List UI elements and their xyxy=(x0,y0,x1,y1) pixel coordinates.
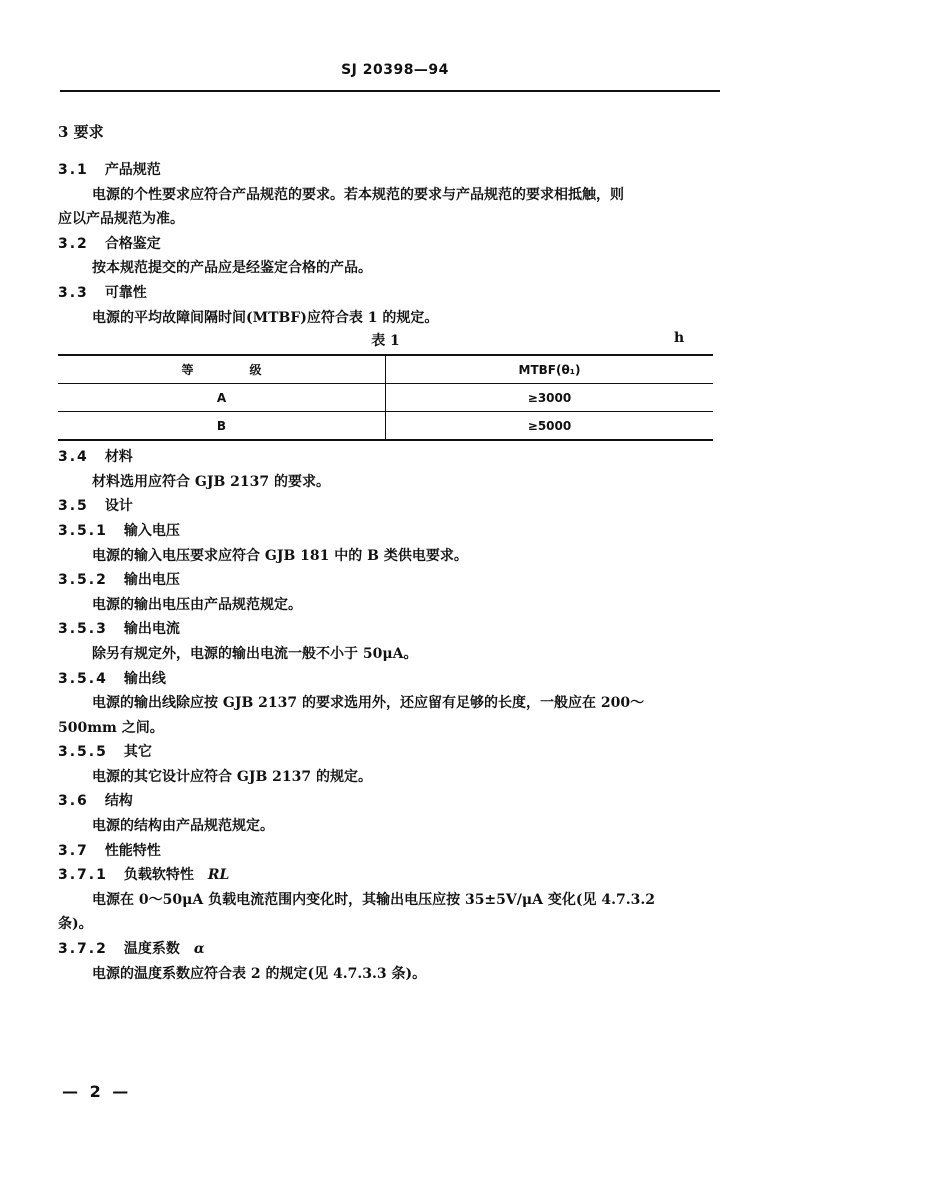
paragraph-3-5-4-line1: 电源的输出线除应按 GJB 2137 的要求选用外，还应留有足够的长度，一般应在 200～ xyxy=(92,695,645,712)
table-header-row xyxy=(58,355,713,384)
cell-grade: B xyxy=(58,412,386,441)
header-rule xyxy=(60,90,720,92)
paragraph-3-5-1: 电源的输入电压要求应符合 GJB 181 中的 B 类供电要求。 xyxy=(92,547,468,564)
symbol-rl: RL xyxy=(207,867,230,884)
heading-3-6: 3.6 结构 xyxy=(58,793,133,810)
section-title: 3 要求 xyxy=(58,123,104,141)
table-1 xyxy=(58,354,713,441)
heading-3-5-3: 3.5.3 输出电流 xyxy=(58,621,180,638)
cell-mtbf: ≥3000 xyxy=(527,390,572,405)
paragraph-3-7-1-line2: 条)。 xyxy=(58,916,93,933)
table-row xyxy=(58,412,713,441)
paragraph-3-7-1-line1: 电源在 0～50μA 负载电流范围内变化时，其输出电压应按 35±5V/μA 变化(见 4.7.3.2 xyxy=(92,891,655,908)
paragraph-3-5-5: 电源的其它设计应符合 GJB 2137 的规定。 xyxy=(92,768,372,785)
table-1-caption: 表 1 xyxy=(371,333,400,350)
heading-3-5-5: 3.5.5 其它 xyxy=(58,744,152,761)
paragraph-3-6: 电源的结构由产品规范规定。 xyxy=(92,818,274,835)
heading-3-2: 3.2 合格鉴定 xyxy=(58,235,161,252)
paragraph-3-1-line2: 应以产品规范为准。 xyxy=(58,211,184,228)
paragraph-3-3: 电源的平均故障间隔时间(MTBF)应符合表 1 的规定。 xyxy=(92,309,439,326)
heading-3-5: 3.5 设计 xyxy=(58,498,133,515)
standard-code: SJ 20398—94 xyxy=(341,62,449,78)
heading-3-7-1: 3.7.1 负载软特性 RL xyxy=(58,867,230,884)
symbol-alpha: α xyxy=(193,941,205,958)
heading-3-4: 3.4 材料 xyxy=(58,449,133,466)
table-1-unit: h xyxy=(674,330,685,347)
heading-3-5-1: 3.5.1 输入电压 xyxy=(58,522,180,539)
cell-grade: A xyxy=(58,384,386,412)
table-row xyxy=(58,384,713,412)
paragraph-3-2: 按本规范提交的产品应是经鉴定合格的产品。 xyxy=(92,260,372,277)
heading-3-3: 3.3 可靠性 xyxy=(58,284,147,301)
header-mtbf: MTBF(θ₁) xyxy=(518,362,581,377)
heading-3-5-4: 3.5.4 输出线 xyxy=(58,670,166,687)
paragraph-3-5-3: 除另有规定外，电源的输出电流一般不小于 50μA。 xyxy=(92,645,418,662)
heading-3-5-2: 3.5.2 输出电压 xyxy=(58,572,180,589)
heading-3-7: 3.7 性能特性 xyxy=(58,842,161,859)
paragraph-3-5-2: 电源的输出电压由产品规范规定。 xyxy=(92,596,302,613)
cell-mtbf: ≥5000 xyxy=(527,418,572,433)
paragraph-3-4: 材料选用应符合 GJB 2137 的要求。 xyxy=(92,473,330,490)
heading-3-1: 3.1 产品规范 xyxy=(58,162,161,178)
paragraph-3-7-2: 电源的温度系数应符合表 2 的规定(见 4.7.3.3 条)。 xyxy=(92,965,427,982)
paragraph-3-1-line1: 电源的个性要求应符合产品规范的要求。若本规范的要求与产品规范的要求相抵触，则 xyxy=(92,186,624,203)
page-number: — 2 — xyxy=(62,1082,132,1101)
heading-3-7-2: 3.7.2 温度系数 α xyxy=(58,941,205,958)
header-grade: 等 级 xyxy=(58,355,386,384)
content xyxy=(58,120,723,986)
paragraph-3-5-4-line2: 500mm 之间。 xyxy=(58,719,164,736)
table-1-caption-row xyxy=(58,330,723,354)
